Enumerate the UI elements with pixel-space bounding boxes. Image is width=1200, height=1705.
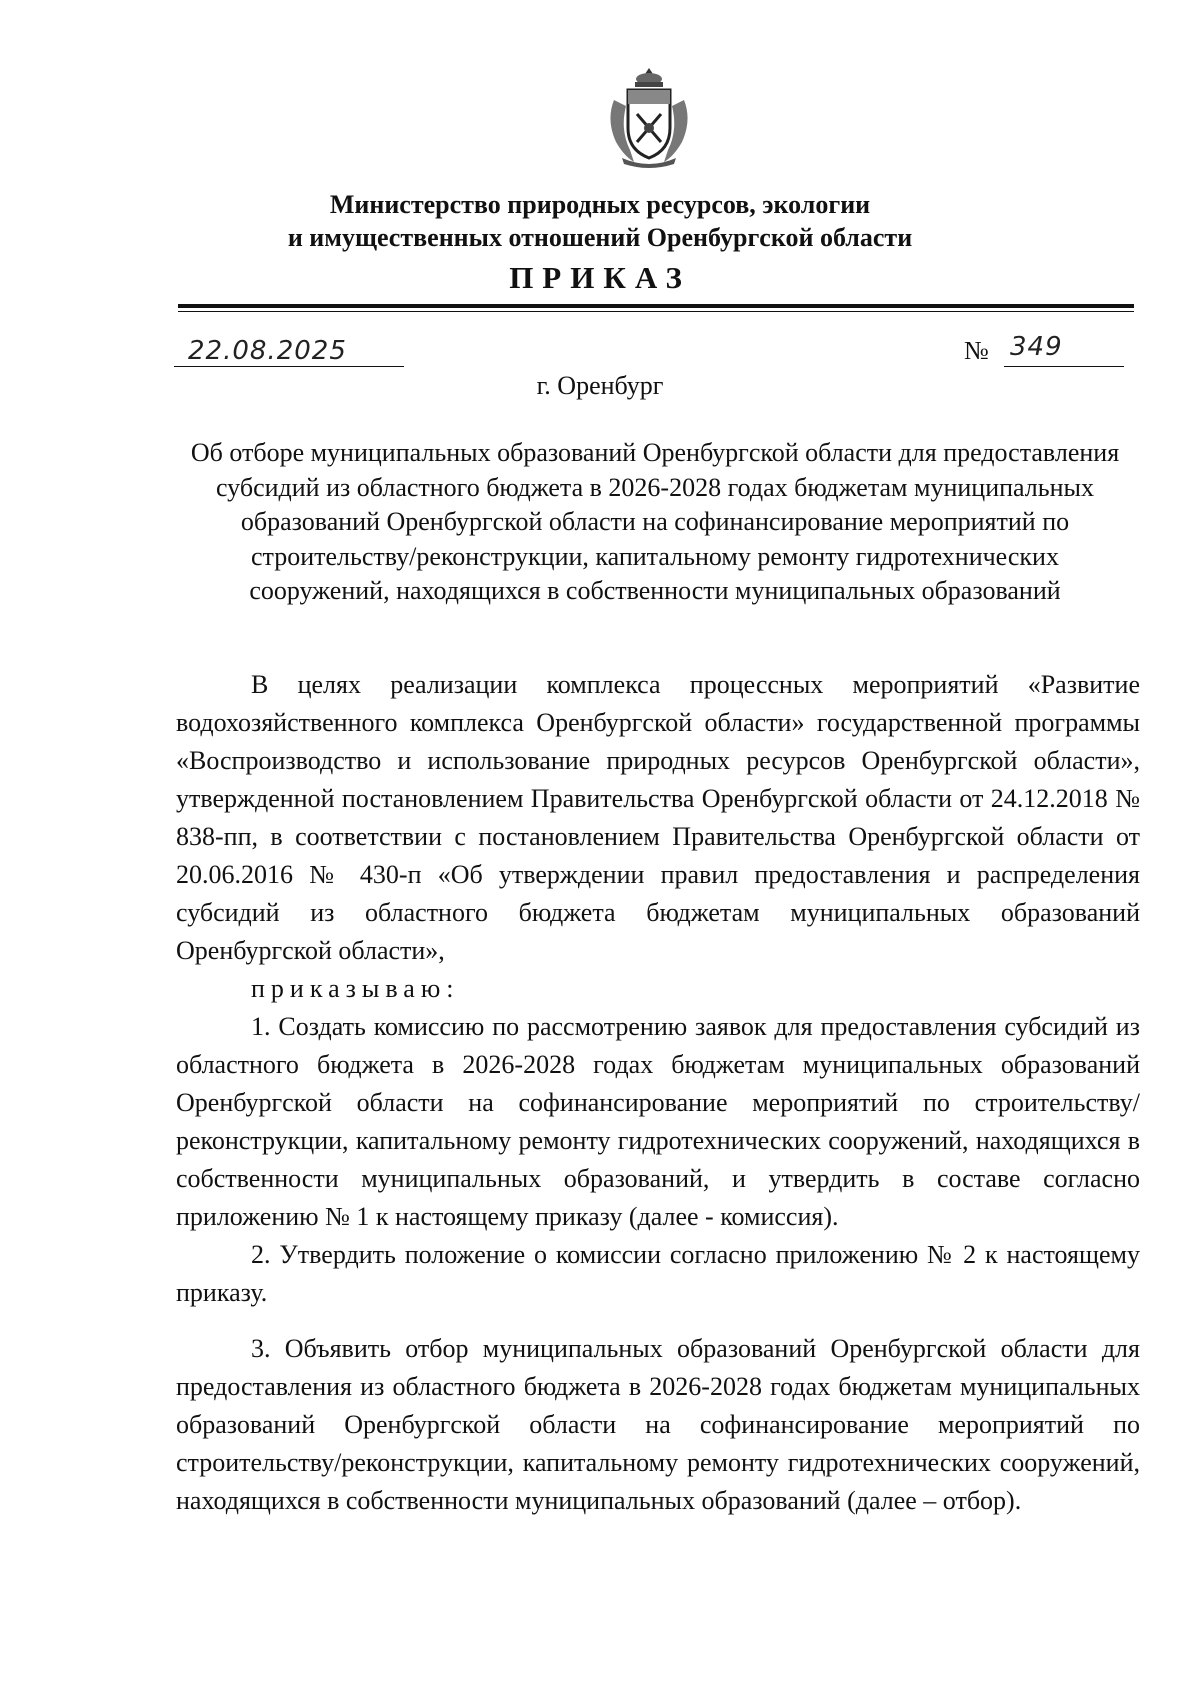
coat-of-arms-emblem xyxy=(604,66,694,170)
order-body xyxy=(176,666,1140,1520)
preamble-paragraph: В целях реализации комплекса процессных мероприятий «Развитие водохозяйственного комплекса Оренбургской области» государственной программы «Воспроизводство и использование природных ресурсов Оренбургской области», утвержденной постановлением Правительства Оренбургской области от 24.12.2018 № 838-пп, в соответствии с постановлением Правительства Оренбургской области от 20.06.2016 № 430-п «Об утверждении правил предоставления и распределения субсидий из областного бюджета бюджетам муниципальных образований Оренбургской области», xyxy=(176,670,1140,965)
number-label: № xyxy=(964,336,989,365)
date-underline xyxy=(174,366,404,367)
order-item-2: 2. Утвердить положение о комиссии согласно приложению № 2 к настоящему приказу. xyxy=(176,1240,1140,1307)
order-item-3: 3. Объявить отбор муниципальных образований Оренбургской области для предоставления из областного бюджета в 2026-2028 годах бюджетам муниципальных образований Оренбургской области на софинансирование мероприятий по строительству/реконструкции, капитальному ремонту гидротехнических сооружений, находящихся в собственности муниципальных образований (далее – отбор). xyxy=(176,1334,1140,1515)
handwritten-date: 22.08.2025 xyxy=(188,336,347,366)
order-subject: Об отборе муниципальных образований Оренбургской области для предоставления субсидий из областного бюджета в 2026-2028 годах бюджетам муниципальных образований Оренбургской области на софинансирование мероприятий по строительству/реконструкции, капитальному ремонту гидротехнических сооружений, находящихся в собственности муниципальных образований xyxy=(190,438,1120,605)
order-item-1: 1. Создать комиссию по рассмотрению заявок для предоставления субсидий из областного бюджета в 2026-2028 годах бюджетам муниципальных образований Оренбургской области на софинансирование мероприятий по строительству/реконструкции, капитальному ремонту гидротехнических сооружений, находящихся в собственности муниципальных образований, и утвердить в составе согласно приложению № 1 к настоящему приказу (далее - комиссия). xyxy=(176,1012,1140,1231)
order-directive-word: приказываю: xyxy=(251,974,460,1003)
header-rule-thin xyxy=(178,311,1134,312)
ministry-name-line1: Министерство природных ресурсов, экологии xyxy=(329,190,871,219)
ministry-name-line2: и имущественных отношений Оренбургской области xyxy=(287,223,913,252)
number-underline xyxy=(1004,366,1124,367)
document-type-title: ПРИКАЗ xyxy=(509,260,691,295)
handwritten-order-number: 349 xyxy=(1010,332,1063,362)
city-location: г. Оренбург xyxy=(536,371,664,400)
header-rule xyxy=(178,304,1134,308)
